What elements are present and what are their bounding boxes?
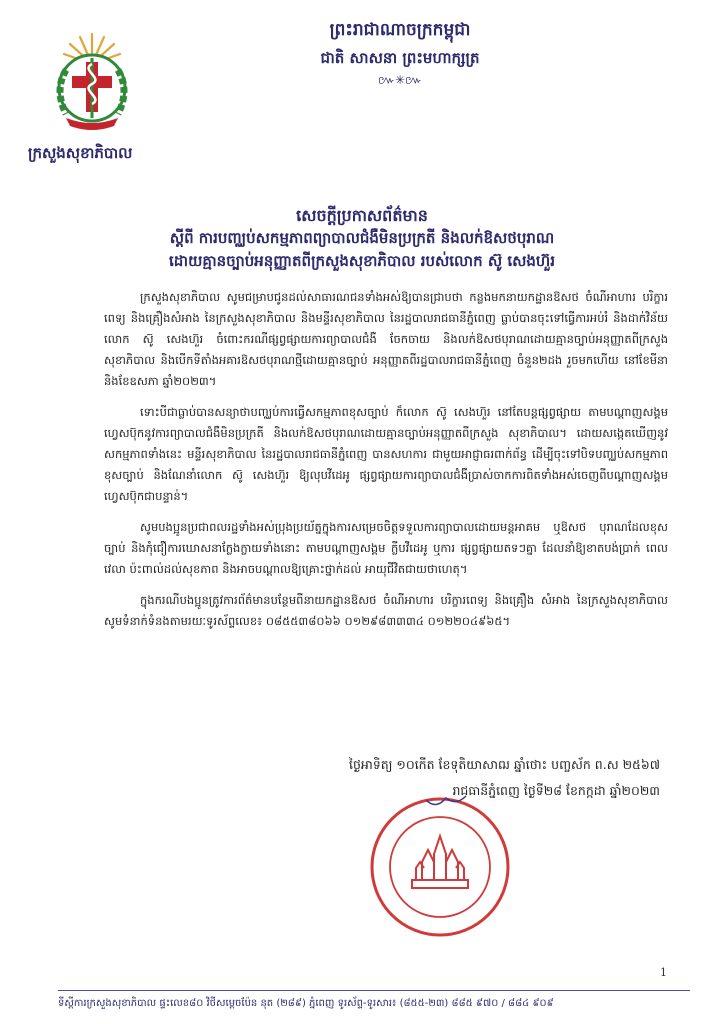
header-ornament: ៚✳៚ — [377, 73, 423, 87]
title-subject-line-1: ស្តីពី ការបញ្ឈប់សកម្មភាពព្យាបាលជំងឺមិនប្រក្រតី និងលក់ឱសថបុរាណ — [169, 229, 555, 247]
body-paragraph-3: សូមបងប្អូនប្រជាពលរដ្ឋទាំងអស់ប្រុងប្រយ័ត្នក្នុងការសម្រេចចិត្តទទួលការព្យាបាលដោយមន្តអាគម ឬឱសថ បុរាណដែលខុសច្បាប់ និងកុំជឿការឃោសនាក្លែងក្លាយទាំងនោះ តាមបណ្តាញសង្គម ក្លីបវីដេអូ ឬការ ផ្សព្វផ្សាយតទៗគ្នា ដែលនាំឱ្យខាតបង់ប្រាក់ ពេលវេលា ប៉ះពាល់ដល់សុខភាព និងអាចបណ្តាលឱ្យគ្រោះថ្នាក់ដល់ អាយុជីវិតជាយថាហេតុ។ — [104, 520, 668, 576]
stamp-outer-ring — [372, 799, 508, 935]
solar-date: រាជធានីភ្នំពេញ ថ្ងៃទី២៨ ខែកក្កដា ឆ្នាំ២០២៣ — [452, 783, 660, 798]
kingdom-title: ព្រះរាជាណាចក្រកម្ពុជា — [329, 20, 471, 40]
title-heading: សេចក្តីប្រកាសព័ត៌មាន — [296, 206, 428, 225]
footer-divider — [58, 990, 690, 991]
announcement-title — [80, 205, 644, 273]
stamp-angkor-temple-icon — [412, 836, 468, 888]
page-number: 1 — [660, 966, 667, 979]
official-stamp — [366, 792, 514, 942]
title-subject-line-2: ដោយគ្មានច្បាប់អនុញ្ញាតពីក្រសួងសុខាភិបាល របស់លោក ស៊ូ សេងហ៊ួរ — [169, 252, 555, 270]
ministry-logo — [42, 28, 142, 140]
ministry-name: ក្រសួងសុខាភិបាល — [28, 144, 133, 162]
announcement-body — [104, 287, 668, 642]
lunar-date: ថ្ងៃអាទិត្យ ១០កើត ខែទុតិយាសាឍ ឆ្នាំថោះ បញ្ចស័ក ព.ស ២៥៦៧ — [349, 757, 660, 772]
body-paragraph-2: ទោះបីជាធ្លាប់បានសន្យាថាបញ្ឈប់ការធ្វើសកម្មភាពខុសច្បាប់ ក៏លោក ស៊ូ សេងហ៊ួរ នៅតែបន្តផ្សព្វផ្សាយ តាមបណ្តាញសង្គមហ្វេសប៊ុកនូវការព្យាបាលជំងឺមិនប្រក្រតី និងលក់ឱសថបុរាណដោយគ្មានច្បាប់អនុញ្ញាតពីក្រសួង សុខាភិបាល។ ដោយសង្កេតឃើញនូវសកម្មភាពទាំងនេះ មន្ទីរសុខាភិបាល នៃរដ្ឋបាលរាជធានីភ្នំពេញ បានសហការ ជាមួយអាជ្ញាធរពាក់ព័ន្ធ ដើម្បីចុះទៅបិទបញ្ឈប់សកម្មភាពខុសច្បាប់ និងណែនាំលោក ស៊ូ សេងហ៊ួរ ឱ្យលុបវីដេអូ ផ្សព្វផ្សាយការព្យាបាលជំងឺប្រាស់ចាកការពិតទាំងអស់ចេញពីបណ្តាញសង្គមហ្វេសប៊ុកជាបន្ទាន់។ — [104, 405, 668, 503]
kingdom-header — [230, 18, 570, 88]
footer-address: ទីស្តីការក្រសួងសុខាភិបាល ផ្ទះលេខ៨០ វិថីសម្តេចប៉ែន នុត (២៨៩) ភ្នំពេញ ទូរស័ព្ទ-ទូរសារ៖ (៨៥៥-២៣) ៨៨៥ ៩៧០ / ៨៨៤ ៩០៩ — [58, 998, 554, 1009]
body-paragraph-4: ក្នុងករណីបងប្អូនត្រូវការព័ត៌មានបន្ថែមពីនាយកដ្ឋានឱសថ ចំណីអាហារ បរិក្ខារពេទ្យ និងគ្រឿង សំអាង នៃក្រសួងសុខាភិបាល សូមទំនាក់ទំនងតាមរយៈទូរស័ព្ទលេខ៖ ០៨៥៥៣៨០៦៦ ០១២៩៨៣៣៣៤ ០១២២០៤៩៦៥។ — [104, 593, 668, 628]
national-motto: ជាតិ សាសនា ព្រះមហាក្សត្រ — [320, 49, 480, 67]
body-paragraph-1: ក្រសួងសុខាភិបាល សូមជម្រាបជូនដល់សាធារណជនទាំងអស់ឱ្យបានជ្រាបថា កន្លងមកនាយកដ្ឋានឱសថ ចំណីអាហារ បរិក្ខារពេទ្យ និងគ្រឿងសំអាង នៃក្រសួងសុខាភិបាល និងមន្ទីរសុខាភិបាល នៃរដ្ឋបាលរាជធានីភ្នំពេញ ធ្លាប់បានចុះទៅធ្វើការអប់រំ និងដាក់វិន័យលោក ស៊ូ សេងហ៊ួរ ចំពោះករណីផ្សព្វផ្សាយការព្យាបាលជំងឺ ចែកចាយ និងលក់ឱសថបុរាណដោយគ្មានច្បាប់អនុញ្ញាតពីក្រសួងសុខាភិបាល និងបើកទីតាំងអគារឱសថបុរាណថ្មីដោយគ្មានច្បាប់ អនុញ្ញាតពីរដ្ឋបាលរាជធានីភ្នំពេញ ចំនួន២ដង រួចមកហើយ នៅខែមីនា និងខែឧសភា ឆ្នាំ២០២៣។ — [104, 290, 668, 388]
stamp-inner-ring — [390, 817, 490, 917]
